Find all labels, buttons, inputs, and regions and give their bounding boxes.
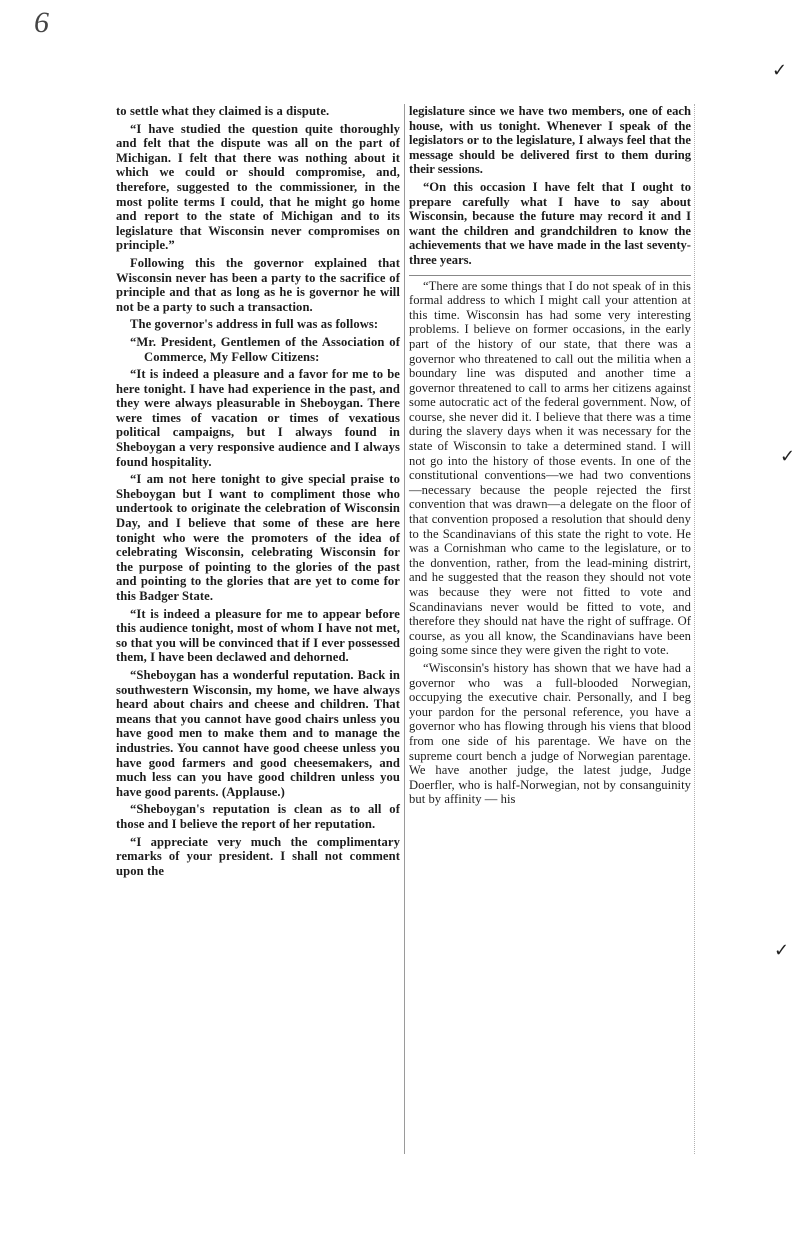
paragraph: “Wisconsin's history has shown that we have had a governor who was a full-blooded Norwegian, occupying the executive chair. Personally, and I beg your pardon for the personal reference, you have a governor who has flowing through his viens that blood from one side of his parentage. We have on the supreme court bench a judge of Norwegian parentage. We have another judge, the latest judge, Judge Doerfler, who is half-Norwegian, not by consanguinity but by affinity — his xyxy=(409,660,691,807)
paragraph: “It is indeed a pleasure and a favor for me to be here tonight. I have had experience in the past, and they were always pleasurable in Sheboygan. There were times of vacation or times of vexatious political campaigns, but I always found in Sheboygan a very responsive audience and I always found hospitality. xyxy=(116,367,400,469)
paragraph: to settle what they claimed is a dispute. xyxy=(116,104,330,118)
paragraph: “On this occasion I have felt that I ought to prepare carefully what I have to say about Wisconsin, because the future may record it and I want the children and grandchildren to know the achievements that we have made in the last seventy-three years. xyxy=(409,179,691,267)
paragraph: “Sheboygan's reputation is clean as to all of those and I believe the report of her reputation. xyxy=(116,802,400,831)
body-text xyxy=(409,279,691,807)
paragraph: Following this the governor explained that Wisconsin never has been a party to the sacrifice of principle and that as long as he is governor he will not be a party to such a transaction. xyxy=(116,255,400,314)
paragraph: legislature since we have two members, one of each house, with us tonight. Whenever I speak of the legislators or to the legislature, I always feel that the message should be delivered first to them during their sessions. xyxy=(409,104,691,177)
paragraph: “Sheboygan has a wonderful reputation. Back in southwestern Wisconsin, my home, we have always heard about chairs and cheese and children. That means that you cannot have good chairs unless you have good men to make them and to manage the industries. You cannot have good cheese unless you have good farmers and good cheesemakers, and much less can you have good children unless you have good parents. (Applause.) xyxy=(116,667,400,799)
margin-check-mark: ✓ xyxy=(772,60,788,81)
paragraph: “There are some things that I do not speak of in this formal address to which I might call your attention at this time. Wisconsin has had some very interesting problems. I believe on former occasions, in the early part of the history of our state, that there was a governor who threatened to call out the militia when a boundary line was disputed and another time a governor threatened to call to arms her citizens against some autocratic act of the federal government. Now, of course, she never did it. I believe that there was a time during the slavery days when it was necessary for the state of Wisconsin to take a determined stand. I will not go into the history of those events. In one of the constitutional conventions—we had two conventions—necessary because the people rejected the first convention that was drawn—a delegate on the floor of that convention proposed a resolution that should deny to the Scandinavians of this state the right to vote. He was a Cornishman who came to the legislature, or to the donvention, rather, from the lead-mining distrirt, and he suggested that the reason they should not vote was because they were not fitted to vote and Scandinavians never would be fitted to vote, and therefore they should nat have the right of suffrage. Of course, as you all know, the Scandinavians have been going some since they were given the right to vote. xyxy=(409,278,691,658)
paragraph: “I have studied the question quite thoroughly and felt that the dispute was all on the part of Michigan. I felt that there was nothing about it which we could or should compromise, and, therefore, suggested to the commissioner, in the most polite terms I could, that he might go home and report to the state of Michigan and to its legislature that Wisconsin never compromises on principle.” xyxy=(116,121,400,253)
margin-check-mark: ✓ xyxy=(780,446,796,467)
right-column xyxy=(404,104,695,1154)
left-column xyxy=(116,104,400,1144)
paragraph: “I appreciate very much the complimentary remarks of your president. I shall not comment upon the xyxy=(116,834,400,878)
page-number: 6 xyxy=(34,6,49,39)
boxed-insert xyxy=(409,104,691,276)
paragraph: “I am not here tonight to give special praise to Sheboygan but I want to compliment those who undertook to originate the celebration of Wisconsin Day, and I believe that some of these are here tonight who were the promoters of the idea of celebrating Wisconsin, celebrating Wisconsin for the purpose of pointing to the glories of the past and pointing to the glories that are yet to come for this Badger State. xyxy=(116,472,400,603)
paragraph: The governor's address in full was as follows: xyxy=(130,317,379,332)
paragraph: “It is indeed a pleasure for me to appear before this audience tonight, most of whom I have not met, so that you will be convinced that if I ever possessed them, I have been declawed and dehorned. xyxy=(116,606,400,665)
margin-check-mark: ✓ xyxy=(774,940,790,961)
salutation: “Mr. President, Gentlemen of the Association of Commerce, My Fellow Citizens: xyxy=(130,334,400,364)
